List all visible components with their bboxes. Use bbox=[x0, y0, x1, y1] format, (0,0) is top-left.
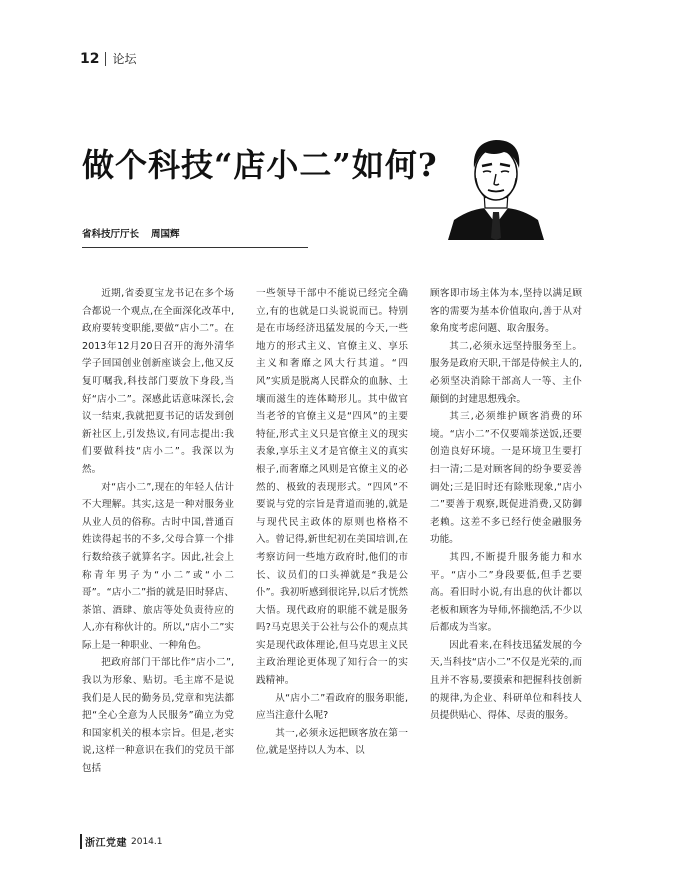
header-divider bbox=[105, 52, 106, 66]
column-1 bbox=[82, 285, 234, 805]
author-role: 省科技厅厅长 bbox=[82, 229, 140, 240]
paragraph: 对“店小二”,现在的年轻人估计不大理解。其实,这是一种对服务业从业人员的俗称。古时中国,普通百姓读得起书的不多,父母合算一个排行数给孩子就算名字。因此,社会上称青年男子为“小二”或“小二哥”。“店小二”指的就是旧时驿店、茶馆、酒肆、旅店等处负责待应的人,亦有称伙计的。所以,“店小二”实际上是一种职业、一种角色。 bbox=[82, 481, 234, 651]
paragraph: 顾客即市场主体为本,坚持以满足顾客的需要为基本价值取向,善于从对象角度考虑问题、取舍服务。 bbox=[430, 288, 582, 335]
paragraph: 把政府部门干部比作“店小二”,我以为形象、贴切。毛主席不是说我们是人民的勤务员,党章和宪法都把“全心全意为人民服务”确立为党和国家机关的根本宗旨。但是,老实说,这样一种意识在我们的党员干部包括 bbox=[82, 657, 234, 775]
article-body bbox=[82, 285, 582, 805]
section-label: 论坛 bbox=[112, 52, 137, 66]
paragraph: 其二,必须永远坚持服务至上。服务是政府天职,干部是侍候主人的,必须坚决消除干部高人一等、主仆颠倒的封建思想残余。 bbox=[430, 340, 582, 405]
column-2 bbox=[256, 285, 408, 805]
magazine-logo: 浙江党建 bbox=[80, 834, 127, 849]
paragraph: 其一,必须永远把顾客放在第一位,就是坚持以人为本、以 bbox=[256, 727, 408, 757]
paragraph: 从“店小二”看政府的服务职能,应当注意什么呢? bbox=[256, 692, 408, 722]
paragraph: 近期,省委夏宝龙书记在多个场合都说一个观点,在全面深化改革中,政府要转变职能,要做“店小二”。在2013年12月20日召开的海外清华学子回国创业创新座谈会上,他又反复叮嘱我,科技部门要放下身段,当好“店小二”。深感此话意味深长,会议一结束,我就把夏书记的话发到创新社区上,引发热议,有同志提出:我们要做科技“店小二”。我深以为然。 bbox=[82, 288, 234, 475]
column-3 bbox=[430, 285, 582, 805]
author-portrait bbox=[444, 128, 548, 240]
page-header bbox=[80, 50, 137, 67]
byline bbox=[82, 226, 180, 240]
page-footer bbox=[80, 834, 163, 849]
issue-number: 2014.1 bbox=[131, 836, 163, 847]
paragraph: 一些领导干部中不能说已经完全确立,有的也就是口头说说而已。特别是在市场经济迅猛发展的今天,一些地方的形式主义、官僚主义、享乐主义和奢靡之风大行其道。“四风”实质是脱离人民群众的血脉、土壤而滋生的连体畸形儿。其中做官当老爷的官僚主义是“四风”的主要特征,形式主义只是官僚主义的现实表象,享乐主义才是官僚主义的真实根子,而奢靡之风则是官僚主义的必然的、极致的表现形式。“四风”不要说与党的宗旨是背道而驰的,就是与现代民主政体的原则也格格不入。曾记得,新世纪初在美国培训,在考察访问一些地方政府时,他们的市长、议员们的口头禅就是“我是公仆”。我初听感到很诧异,以后才恍然大悟。现代政府的职能不就是服务吗?马克思关于公社与公仆的观点其实是现代政体理论,但马克思主义民主政治理论更体现了知行合一的实践精神。 bbox=[256, 288, 408, 687]
paragraph: 因此看来,在科技迅猛发展的今天,当科技“店小二”不仅是光荣的,而且并不容易,要摸索和把握科技创新的规律,为企业、科研单位和科技人员提供贴心、得体、尽责的服务。 bbox=[430, 639, 582, 722]
paragraph: 其四,不断提升服务能力和水平。“店小二”身段要低,但手艺要高。看旧时小说,有出息的伙计都以老板和顾客为导师,怀揣绝活,不少以后都成为当家。 bbox=[430, 551, 582, 634]
byline-rule bbox=[82, 247, 308, 248]
article-title: 做个科技“店小二”如何? bbox=[82, 146, 438, 184]
page-number: 12 bbox=[80, 50, 100, 67]
paragraph: 其三,必须维护顾客消费的环境。“店小二”不仅要端茶送饭,还要创造良好环境。一是环境卫生要打扫一清;二是对顾客间的纷争要妥善调处;三是旧时还有除账现象,“店小二”要善于观察,既促进消费,又防御老赖。这差不多已经行使金融服务功能。 bbox=[430, 411, 582, 546]
author-name: 周国辉 bbox=[151, 229, 180, 240]
